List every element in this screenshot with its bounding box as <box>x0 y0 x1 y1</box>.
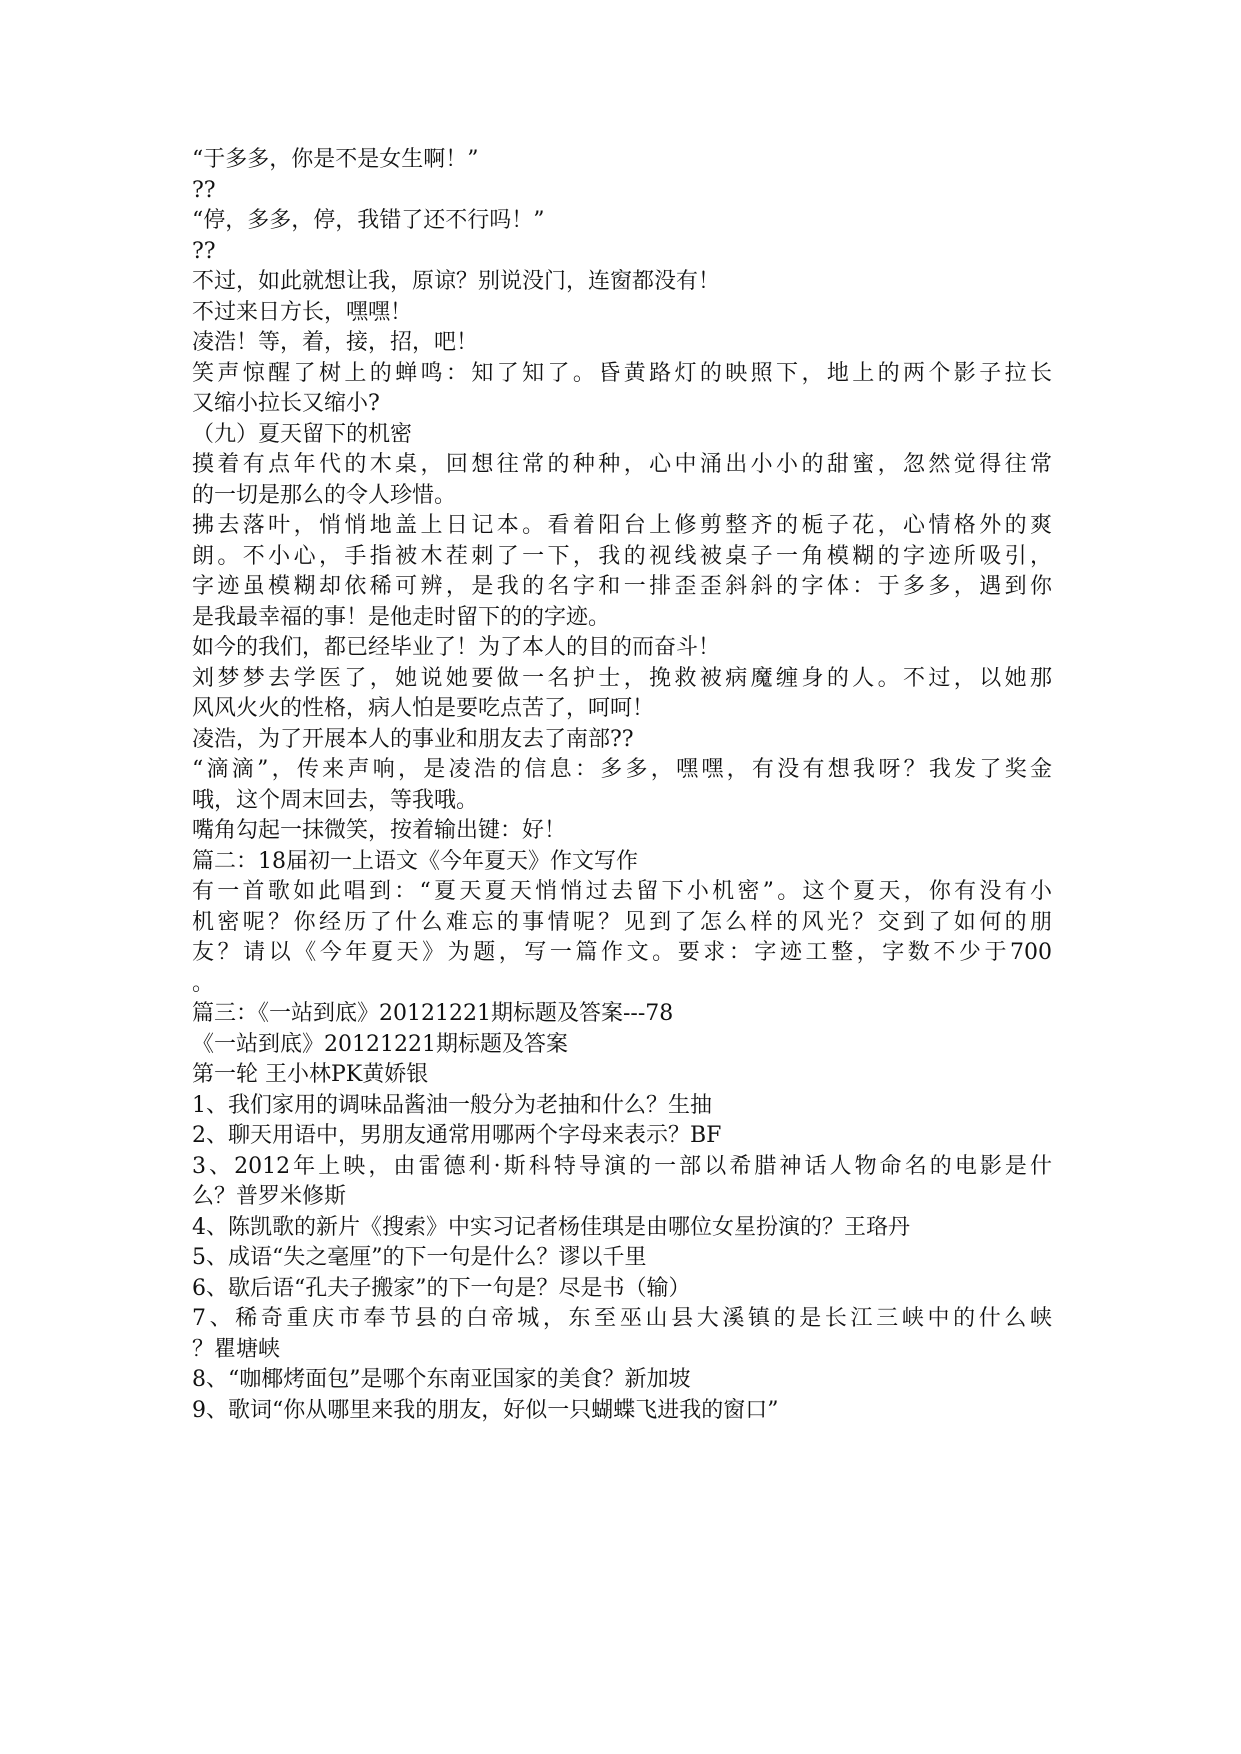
document-body <box>192 145 1052 1426</box>
text-line: 9、歌词“你从哪里来我的朋友，好似一只蝴蝶飞进我的窗口” <box>192 1397 779 1423</box>
text-line: 如今的我们，都已经毕业了！为了本人的目的而奋斗！ <box>192 635 721 660</box>
text-line: 篇二：18届初一上语文《今年夏天》作文写作 <box>192 848 638 874</box>
text-line: 3、2012年上映，由雷德利·斯科特导演的一部以希腊神话人物命名的电影是什 <box>192 1153 1052 1179</box>
text-line: 拂去落叶，悄悄地盖上日记本。看着阳台上修剪整齐的栀子花，心情格外的爽 <box>192 513 1052 538</box>
text-line: 4、陈凯歌的新片《搜索》中实习记者杨佳琪是由哪位女星扮演的？王珞丹 <box>192 1214 910 1240</box>
text-line: （九）夏天留下的机密 <box>192 421 413 447</box>
text-line: 友？请以《今年夏天》为题，写一篇作文。要求：字迹工整，字数不少于700 <box>192 940 1052 965</box>
text-line: 刘梦梦去学医了，她说她要做一名护士，挽救被病魔缠身的人。不过，以她那 <box>192 665 1052 691</box>
text-line: 第一轮 王小林PK黄娇银 <box>192 1062 429 1087</box>
text-line: ?? <box>192 238 216 264</box>
text-line: ？瞿塘峡 <box>192 1336 281 1362</box>
text-line: 么？普罗米修斯 <box>192 1184 347 1209</box>
text-line: 有一首歌如此唱到：“夏天夏天悄悄过去留下小机密”。这个夏天，你有没有小 <box>192 879 1052 904</box>
text-line: 不过，如此就想让我，原谅？别说没门，连窗都没有！ <box>192 269 721 294</box>
text-line: 机密呢？你经历了什么难忘的事情呢？见到了怎么样的风光？交到了如何的朋 <box>192 909 1052 935</box>
text-line: 《一站到底》20121221期标题及答案 <box>192 1031 568 1057</box>
text-line: 凌浩！等，着，接，招，吧！ <box>192 330 479 355</box>
text-line: 凌浩，为了开展本人的事业和朋友去了南部?? <box>192 726 634 752</box>
text-line: 又缩小拉长又缩小? <box>192 391 380 416</box>
text-line: 风风火火的性格，病人怕是要吃点苦了，呵呵！ <box>192 696 655 721</box>
text-line: 嘴角勾起一抹微笑，按着输出键：好！ <box>192 818 567 843</box>
text-line: 字迹虽模糊却依稀可辨，是我的名字和一排歪歪斜斜的字体：于多多，遇到你 <box>192 574 1052 599</box>
text-line: 是我最幸福的事！是他走时留下的的字迹。 <box>192 604 611 630</box>
text-line: ?? <box>192 177 216 203</box>
text-line: 哦，这个周末回去，等我哦。 <box>192 787 479 813</box>
text-line: 不过来日方长，嘿嘿！ <box>192 299 413 325</box>
text-line: 5、成语“失之毫厘”的下一句是什么？谬以千里 <box>192 1245 647 1270</box>
text-line: 篇三：《一站到底》20121221期标题及答案---78 <box>192 1001 674 1026</box>
text-line: 。 <box>192 970 215 996</box>
text-line: “于多多，你是不是女生啊！” <box>192 147 479 172</box>
text-line: 朗。不小心，手指被木茬刺了一下，我的视线被桌子一角模糊的字迹所吸引， <box>192 543 1052 569</box>
text-line: 6、歇后语“孔夫子搬家”的下一句是？尽是书（输） <box>192 1275 691 1301</box>
text-line: 8、“咖椰烤面包”是哪个东南亚国家的美食？新加坡 <box>192 1367 691 1392</box>
text-line: 7、稀奇重庆市奉节县的白帝城，东至巫山县大溪镇的是长江三峡中的什么峡 <box>192 1306 1052 1331</box>
text-line: 的一切是那么的令人珍惜。 <box>192 482 457 508</box>
text-line: 笑声惊醒了树上的蝉鸣：知了知了。昏黄路灯的映照下，地上的两个影子拉长 <box>192 360 1052 386</box>
text-line: 2、聊天用语中，男朋友通常用哪两个字母来表示？BF <box>192 1123 722 1148</box>
text-line: 1、我们家用的调味品酱油一般分为老抽和什么？生抽 <box>192 1092 712 1118</box>
text-line: 摸着有点年代的木桌，回想往常的种种，心中涌出小小的甜蜜，忽然觉得往常 <box>192 452 1052 477</box>
text-line: “停，多多，停，我错了还不行吗！” <box>192 208 545 233</box>
text-line: “滴滴”，传来声响，是凌浩的信息：多多，嘿嘿，有没有想我呀？我发了奖金 <box>192 757 1052 782</box>
